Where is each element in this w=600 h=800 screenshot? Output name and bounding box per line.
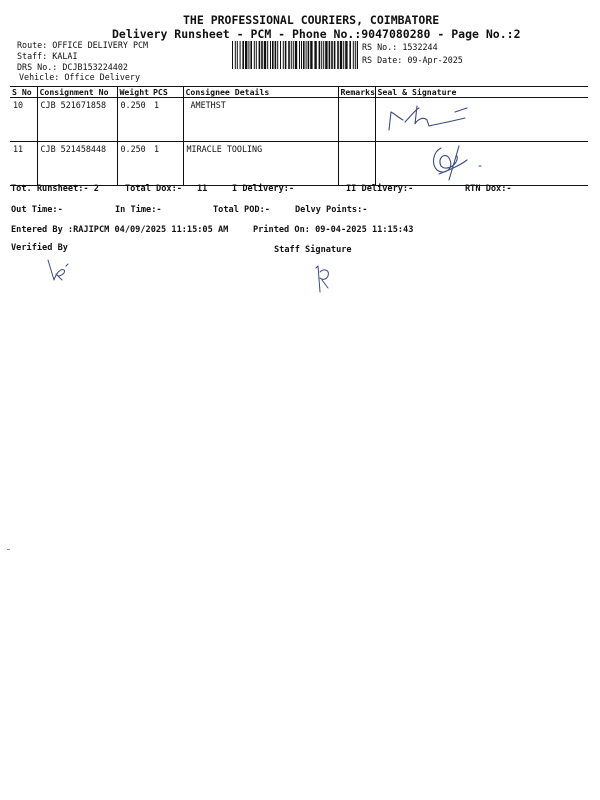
total-dox-label: Total Dox:- <box>125 184 182 194</box>
runsheet-table <box>10 86 588 186</box>
cell-consignment-no: CJB 521458448 <box>37 142 117 186</box>
cell-seal-signature <box>375 142 588 186</box>
barcode <box>231 41 358 69</box>
barcode-bar <box>291 41 292 69</box>
barcode-bar <box>277 41 278 69</box>
table-row <box>10 98 588 142</box>
route-label: Route: OFFICE DELIVERY PCM <box>17 40 149 50</box>
barcode-bar <box>353 41 354 69</box>
total-dox-value: 11 <box>197 184 208 194</box>
barcode-bar <box>267 41 268 69</box>
total-pod-label: Total POD:- <box>213 205 270 215</box>
cell-consignment-no: CJB 521671858 <box>37 98 117 142</box>
cell-remarks <box>338 98 375 142</box>
barcode-bar <box>242 41 244 69</box>
entered-by-label: Entered By :RAJIPCM 04/09/2025 11:15:05 AM <box>11 225 229 235</box>
staff-signature-mark <box>312 262 336 296</box>
runsheet-title: Delivery Runsheet - PCM - Phone No.:9047080280 - Page No.:2 <box>112 27 521 41</box>
barcode-bar <box>275 41 277 69</box>
table-header-row <box>10 87 588 98</box>
barcode-bar <box>345 41 347 69</box>
barcode-bar <box>235 41 236 69</box>
barcode-bar <box>340 41 342 69</box>
cell-consignee <box>183 98 338 142</box>
scan-speck <box>7 549 10 550</box>
handwritten-signature <box>381 100 481 136</box>
rtn-dox-label: RTN Dox:- <box>465 184 512 194</box>
cell-weight: 0.250 <box>117 142 151 186</box>
barcode-bar <box>310 41 312 69</box>
col-header-remarks: Remarks <box>338 87 375 98</box>
consignee-name: MIRACLE TOOLING <box>186 144 263 154</box>
barcode-bar <box>250 41 252 69</box>
col-header-consignee: Consignee Details <box>183 87 338 98</box>
handwritten-signature <box>419 144 529 182</box>
col-header-pcs: PCS <box>151 87 183 98</box>
barcode-bar <box>308 41 310 69</box>
barcode-bar <box>240 41 241 69</box>
printed-on-label: Printed On: 09-04-2025 11:15:43 <box>253 225 414 235</box>
i-delivery-label: I Delivery:- <box>232 184 295 194</box>
barcode-bar <box>256 41 257 69</box>
barcode-bar <box>321 41 322 69</box>
table-row <box>10 142 588 186</box>
barcode-bar <box>334 41 336 69</box>
barcode-bar <box>323 41 324 69</box>
barcode-bar <box>285 41 287 69</box>
rs-date-label: RS Date: 09-Apr-2025 <box>362 55 463 65</box>
consignee-name: AMETHST <box>190 100 226 110</box>
cell-pcs: 1 <box>151 98 183 142</box>
barcode-bar <box>264 41 266 69</box>
barcode-bar <box>357 41 358 69</box>
barcode-bar <box>280 41 281 69</box>
col-header-seal-signature: Seal & Signature <box>375 87 588 98</box>
barcode-bar <box>259 41 261 69</box>
cell-consignee <box>183 142 338 186</box>
ii-delivery-label: II Delivery:- <box>346 184 414 194</box>
barcode-bar <box>232 41 233 69</box>
cell-seal-signature <box>375 98 588 142</box>
verified-by-label: Verified By <box>11 243 68 253</box>
barcode-bar <box>237 41 238 69</box>
col-header-consignment-no: Consignment No <box>37 87 117 98</box>
barcode-bar <box>272 41 274 69</box>
barcode-bar <box>288 41 290 69</box>
barcode-bar <box>293 41 294 69</box>
barcode-bar <box>283 41 284 69</box>
cell-s-no: 11 <box>10 142 37 186</box>
barcode-bar <box>295 41 297 69</box>
in-time-label: In Time:- <box>115 205 162 215</box>
barcode-bar <box>343 41 344 69</box>
barcode-bar <box>248 41 249 69</box>
staff-label: Staff: KALAI <box>17 51 78 61</box>
barcode-bar <box>245 41 247 69</box>
barcode-bar <box>254 41 255 69</box>
cell-remarks <box>338 142 375 186</box>
barcode-bar <box>270 41 271 69</box>
cell-weight: 0.250 <box>117 98 151 142</box>
delvy-points-label: Delvy Points:- <box>295 205 368 215</box>
barcode-bar <box>337 41 339 69</box>
barcode-bar <box>349 41 351 69</box>
tot-runsheet-label: Tot. Runsheet:- 2 <box>11 184 99 194</box>
col-header-s-no: S No <box>10 87 37 98</box>
out-time-label: Out Time:- <box>11 205 63 215</box>
cell-s-no: 10 <box>10 98 37 142</box>
barcode-bar <box>319 41 321 69</box>
barcode-bar <box>314 41 316 69</box>
barcode-bar <box>325 41 327 69</box>
barcode-bar <box>355 41 356 69</box>
drs-no-label: DRS No.: DCJB153224402 <box>17 62 128 72</box>
barcode-bar <box>261 41 263 69</box>
col-header-weight: Weight <box>117 87 151 98</box>
cell-pcs: 1 <box>151 142 183 186</box>
barcode-bar <box>306 41 307 69</box>
verified-by-signature <box>42 256 72 282</box>
barcode-bar <box>331 41 333 69</box>
barcode-bar <box>301 41 302 69</box>
staff-signature-label: Staff Signature <box>274 245 352 255</box>
vehicle-label: Vehicle: Office Delivery <box>19 72 141 82</box>
barcode-bar <box>299 41 300 69</box>
barcode-bar <box>303 41 305 69</box>
barcode-bar <box>329 41 331 69</box>
company-title: THE PROFESSIONAL COURIERS, COIMBATORE <box>183 13 440 27</box>
rs-no-label: RS No.: 1532244 <box>362 42 438 52</box>
